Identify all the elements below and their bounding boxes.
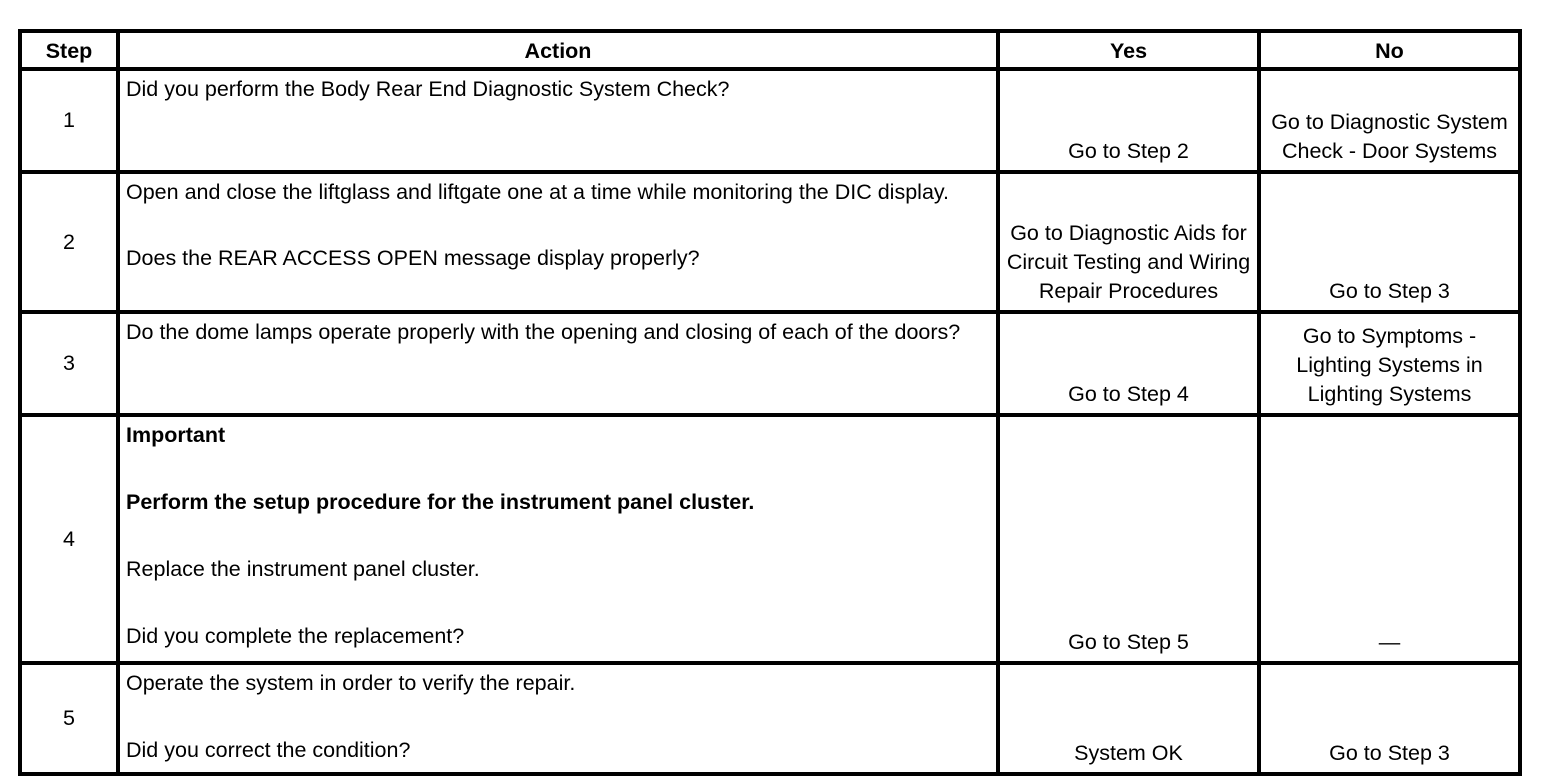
yes-cell: Go to Step 5 — [998, 415, 1259, 663]
step-number: 5 — [20, 663, 118, 774]
important-note: Perform the setup procedure for the instrument panel cluster. — [126, 490, 755, 514]
header-row — [20, 31, 1520, 69]
yes-cell: Go to Step 4 — [998, 312, 1259, 415]
step-number: 4 — [20, 415, 118, 663]
action-text: Did you perform the Body Rear End Diagnostic System Check? — [126, 77, 730, 101]
no-cell: Go to Diagnostic System Check - Door Systems — [1259, 69, 1520, 172]
step-number: 2 — [20, 172, 118, 312]
no-cell: Go to Step 3 — [1259, 663, 1520, 774]
header-action: Action — [118, 31, 998, 69]
table-row — [20, 69, 1520, 172]
header-yes: Yes — [998, 31, 1259, 69]
action-text: Open and close the liftglass and liftgate one at a time while monitoring the DIC display. — [126, 180, 950, 204]
action-question: Did you complete the replacement? — [126, 624, 465, 648]
header-step: Step — [20, 31, 118, 69]
yes-cell: Go to Diagnostic Aids for Circuit Testing and Wiring Repair Procedures — [998, 172, 1259, 312]
step-number: 1 — [20, 69, 118, 172]
header-no: No — [1259, 31, 1520, 69]
action-cell — [118, 69, 998, 172]
no-cell: Go to Step 3 — [1259, 172, 1520, 312]
action-text: Do the dome lamps operate properly with the opening and closing of each of the doors? — [126, 320, 961, 344]
action-question: Does the REAR ACCESS OPEN message display properly? — [126, 246, 700, 270]
no-cell: Go to Symptoms - Lighting Systems in Lighting Systems — [1259, 312, 1520, 415]
table-row — [20, 172, 1520, 312]
important-heading: Important — [126, 423, 226, 447]
yes-cell: Go to Step 2 — [998, 69, 1259, 172]
table-row — [20, 312, 1520, 415]
action-text: Replace the instrument panel cluster. — [126, 557, 480, 581]
no-cell: — — [1259, 415, 1520, 663]
action-cell — [118, 663, 998, 774]
table-row — [20, 415, 1520, 663]
step-number: 3 — [20, 312, 118, 415]
action-question: Did you correct the condition? — [126, 738, 411, 762]
table-row — [20, 663, 1520, 774]
action-text: Operate the system in order to verify the repair. — [126, 671, 576, 695]
action-cell — [118, 312, 998, 415]
yes-cell: System OK — [998, 663, 1259, 774]
diagnostic-table — [18, 29, 1522, 776]
action-cell — [118, 172, 998, 312]
action-cell — [118, 415, 998, 663]
